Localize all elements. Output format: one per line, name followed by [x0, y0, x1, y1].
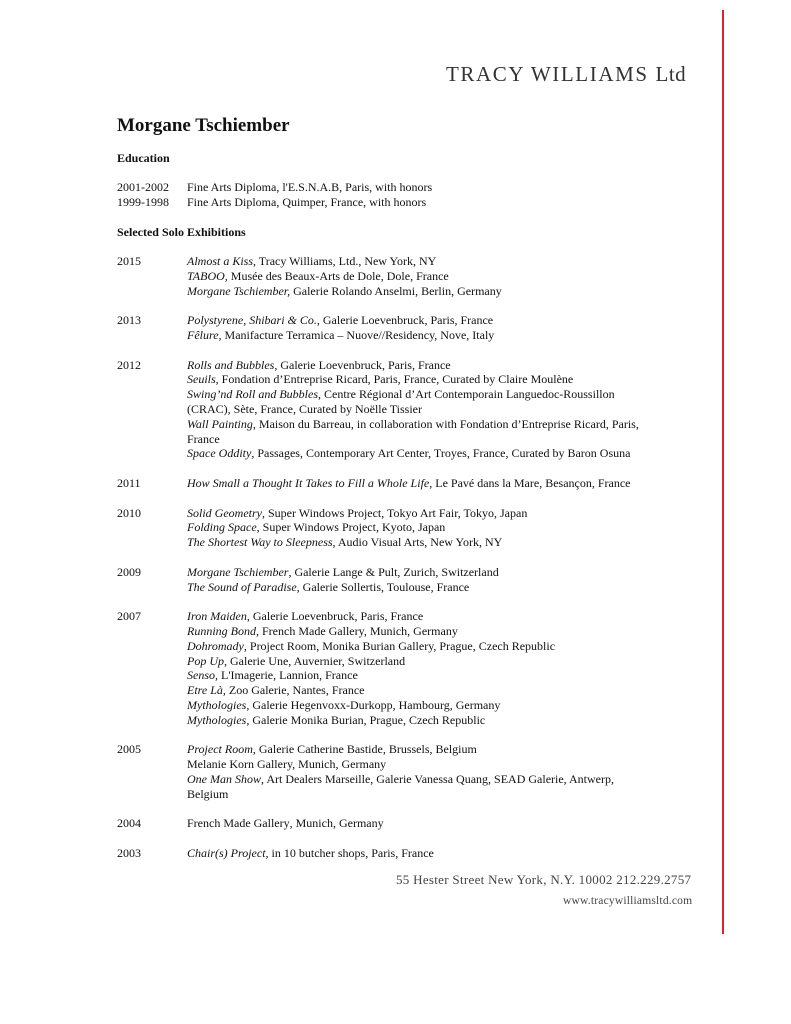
exhibition-title: Iron Maiden [187, 609, 247, 624]
exhibition-entry [187, 639, 692, 654]
exhibition-entry [187, 668, 692, 683]
solo-exhibitions-list [117, 254, 692, 861]
exhibition-entry [187, 417, 692, 432]
exhibition-entry [187, 713, 692, 728]
exhibition-entry [187, 609, 692, 624]
exhibition-entry [187, 683, 692, 698]
exhibition-venue: , Le Pavé dans la Mare, Besançon, France [429, 475, 631, 490]
exhibition-title: Polystyrene, Shibari & Co., [187, 313, 320, 328]
exhibition-venue: Galerie Monika Burian, Prague, Czech Republic [249, 712, 486, 727]
exhibition-venue: , Art Dealers Marseille, Galerie Vanessa Quang, SEAD Galerie, Antwerp, [261, 771, 615, 786]
exhibition-venue: , Fondation d’Entreprise Ricard, Paris, France, Curated by Claire Moulène [215, 372, 574, 387]
exhibition-title: Seuils [187, 372, 216, 387]
logo-suffix: Ltd [655, 62, 687, 86]
education-item [117, 195, 692, 210]
exhibition-entry [187, 372, 692, 387]
red-margin-line [722, 10, 724, 934]
exhibition-entry [187, 698, 692, 713]
exhibition-title: Almost a Kiss [187, 254, 254, 268]
exhibition-title: Rolls and Bubbles [187, 357, 275, 372]
education-year: 1999-1998 [117, 194, 169, 209]
solo-exhibitions-heading: Selected Solo Exhibitions [117, 225, 246, 239]
exhibition-entry-continued: Belgium [187, 786, 229, 801]
exhibition-entry [187, 742, 692, 757]
exhibition-venue: , Project Room, Monika Burian Gallery, Prague, Czech Republic [243, 638, 556, 653]
exhibition-entry [187, 358, 692, 373]
exhibition-year: 2011 [117, 475, 141, 490]
exhibition-year: 2013 [117, 313, 141, 328]
exhibition-entry [187, 816, 692, 831]
exhibition-entry [187, 313, 692, 328]
exhibition-year-group [117, 816, 692, 831]
exhibition-year: 2012 [117, 357, 141, 372]
exhibition-title: Pop Up, [187, 653, 227, 668]
exhibition-title: Etre Là, [187, 683, 226, 698]
exhibition-year: 2015 [117, 254, 141, 268]
exhibition-year-group [117, 609, 692, 727]
exhibition-entry [187, 254, 692, 269]
exhibition-year-group [117, 565, 692, 595]
exhibition-title: How Small a Thought It Takes to Fill a Whole Life [187, 475, 430, 490]
exhibition-venue: Galerie Hegenvoxx-Durkopp, Hambourg, Germany [249, 697, 501, 712]
exhibition-venue: French Made Gallery [187, 816, 290, 831]
education-year: 2001-2002 [117, 180, 169, 194]
artist-name: Morgane Tschiember [117, 115, 290, 136]
exhibition-year-group [117, 506, 692, 550]
exhibition-venue: , Galerie Catherine Bastide, Brussels, Belgium [252, 742, 477, 757]
exhibition-year: 2007 [117, 609, 141, 624]
education-item [117, 180, 692, 195]
exhibition-venue: , Super Windows Project, Kyoto, Japan [256, 520, 446, 535]
exhibition-venue: , Audio Visual Arts, New York, NY [332, 535, 503, 550]
exhibition-entry [187, 520, 692, 535]
exhibition-venue: Manifacture Terramica – Nuove//Residency, Nove, Italy [221, 327, 495, 342]
exhibition-title: TABOO, [187, 268, 228, 283]
exhibition-entry [187, 269, 692, 284]
exhibition-venue: Galerie Rolando Anselmi, Berlin, Germany [290, 283, 502, 298]
exhibition-title: Morgane Tschiember, [187, 283, 291, 298]
exhibition-location: Munich, Germany [292, 816, 384, 831]
exhibition-title: Fêlure, [187, 327, 222, 342]
exhibition-title: Senso, [187, 668, 218, 683]
exhibition-entry [187, 846, 692, 861]
exhibition-year: 2010 [117, 505, 141, 520]
exhibition-entry-continued: France [187, 431, 220, 446]
exhibition-title: Running Bond [187, 623, 256, 638]
exhibition-entry [187, 476, 692, 491]
exhibition-entry-continued: (CRAC), Sète, France, Curated by Noëlle Tissier [187, 401, 422, 416]
footer-website[interactable]: www.tracywilliamsltd.com [563, 895, 693, 907]
exhibition-entry [187, 328, 692, 343]
exhibition-venue: Musée des Beaux-Arts de Dole, Dole, France [227, 268, 449, 283]
exhibition-entry [187, 284, 692, 299]
exhibition-venue: , French Made Gallery, Munich, Germany [256, 623, 458, 638]
education-text: Fine Arts Diploma, Quimper, France, with honors [187, 194, 427, 209]
exhibition-venue: Galerie Une, Auvernier, Switzerland [227, 653, 406, 668]
education-heading: Education [117, 151, 170, 165]
exhibition-venue: , Galerie Lange & Pult, Zurich, Switzerland [288, 564, 499, 579]
exhibition-entry [187, 772, 692, 787]
exhibition-entry [187, 654, 692, 669]
exhibition-year: 2009 [117, 564, 141, 579]
exhibition-entry [187, 506, 692, 521]
exhibition-venue: , Galerie Loevenbruck, Paris, France [274, 357, 451, 372]
exhibition-year: 2004 [117, 816, 141, 831]
exhibition-title: Project Room [187, 742, 253, 757]
exhibition-venue: , Galerie Loevenbruck, Paris, France [246, 609, 424, 624]
exhibition-title: Chair(s) Project, [187, 845, 269, 860]
exhibition-venue: , Maison du Barreau, in collaboration with Fondation d’Entreprise Ricard, Paris, [252, 416, 639, 431]
exhibition-entry [187, 535, 692, 550]
exhibition-entry [187, 757, 692, 772]
exhibition-title: One Man Show [187, 771, 261, 786]
exhibition-venue: , Tracy Williams, Ltd., New York, NY [253, 254, 437, 268]
exhibition-entry [187, 446, 692, 461]
education-text: Fine Arts Diploma, l'E.S.N.A.B, Paris, with honors [187, 180, 433, 194]
exhibition-venue: , Galerie Sollertis, Toulouse, France [296, 579, 470, 594]
exhibition-entry [187, 624, 692, 639]
exhibition-venue: , Super Windows Project, Tokyo Art Fair, Tokyo, Japan [261, 505, 528, 520]
logo-main: TRACY WILLIAMS [446, 62, 649, 86]
exhibition-venue: Melanie Korn Gallery, Munich, Germany [187, 757, 387, 772]
exhibition-year-group [117, 254, 692, 298]
exhibition-title: The Shortest Way to Sleepness [187, 535, 333, 550]
exhibition-entry [187, 580, 692, 595]
exhibition-title: Swing’nd Roll and Bubbles [187, 387, 318, 402]
exhibition-punctuation: , [289, 816, 293, 831]
exhibition-venue: Galerie Loevenbruck, Paris, France [319, 313, 494, 328]
exhibition-year-group [117, 313, 692, 343]
exhibition-title: Dohromady [187, 638, 244, 653]
exhibition-year-group [117, 742, 692, 801]
exhibition-year: 2003 [117, 845, 141, 860]
exhibition-venue: , Passages, Contemporary Art Center, Troyes, France, Curated by Baron Osuna [251, 446, 631, 461]
exhibition-year-group [117, 846, 692, 861]
exhibition-venue: in 10 butcher shops, Paris, France [268, 845, 434, 860]
exhibition-title: Mythologies, [187, 712, 250, 727]
exhibition-title: Wall Painting [187, 416, 253, 431]
exhibition-year-group [117, 476, 692, 491]
exhibition-entry [187, 565, 692, 580]
exhibition-title: The Sound of Paradise [187, 579, 297, 594]
exhibition-title: Solid Geometry [187, 505, 262, 520]
exhibition-title: Space Oddity [187, 446, 252, 461]
exhibition-year: 2005 [117, 742, 141, 757]
exhibition-venue: L'Imagerie, Lannion, France [218, 668, 358, 683]
exhibition-venue: Zoo Galerie, Nantes, France [225, 683, 365, 698]
exhibition-entry [187, 387, 692, 402]
footer-address: 55 Hester Street New York, N.Y. 10002 212.229.2757 [396, 872, 692, 887]
exhibition-year-group [117, 358, 692, 462]
exhibition-title: Folding Space [187, 520, 257, 535]
exhibition-title: Morgane Tschiember [187, 564, 289, 579]
gallery-logo [446, 62, 686, 87]
exhibition-venue: , Centre Régional d’Art Contemporain Languedoc-Roussillon [318, 387, 615, 402]
exhibition-title: Mythologies, [187, 697, 250, 712]
education-list [117, 180, 692, 210]
